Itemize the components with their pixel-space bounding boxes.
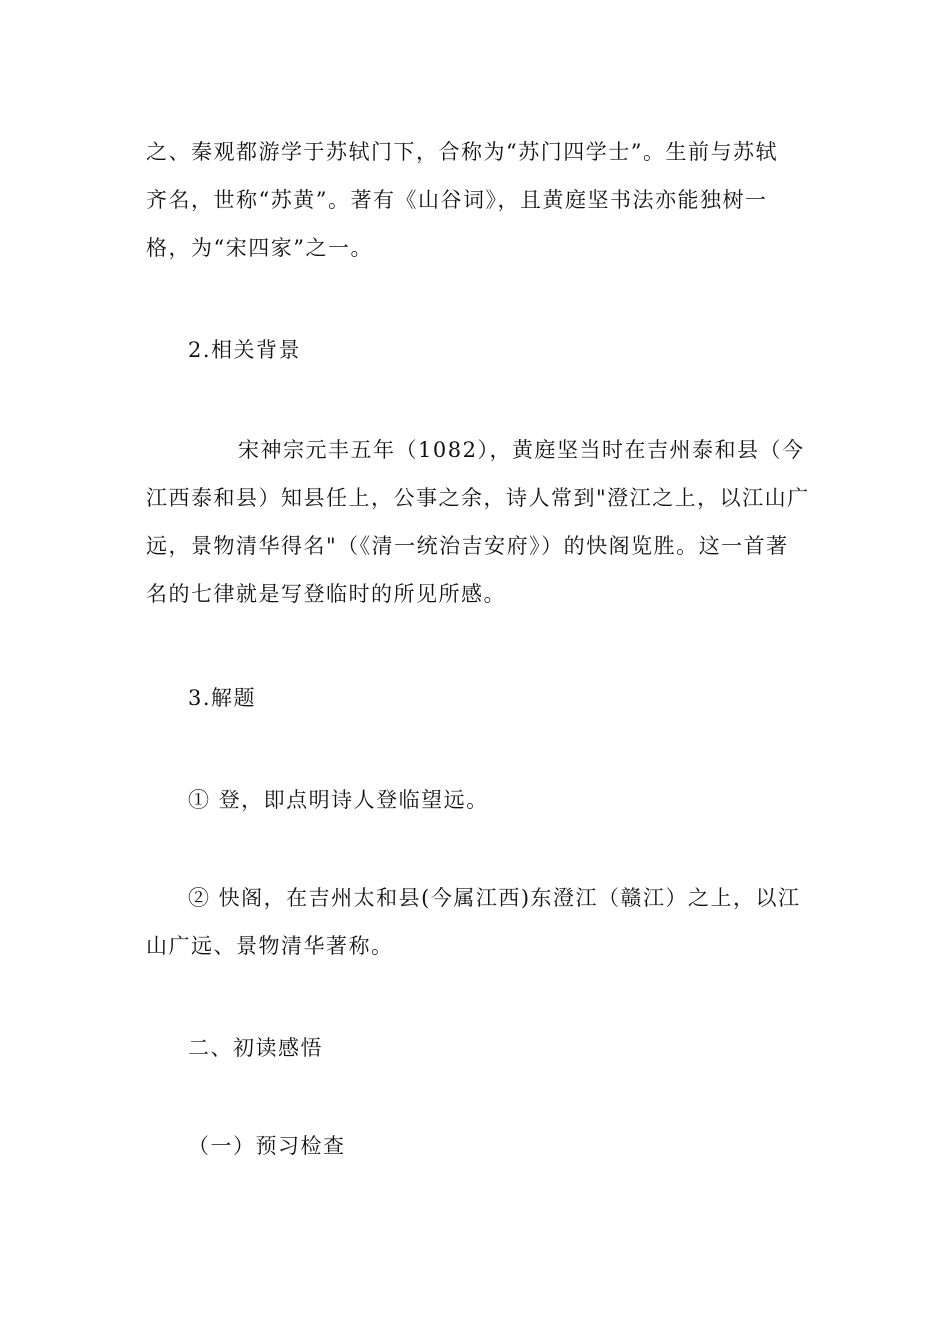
section-heading-first-reading: 二、初读感悟 bbox=[188, 1036, 323, 1060]
heading-title-explanation: 3.解题 bbox=[188, 686, 257, 710]
text-line: 山广远、景物清华著称。 bbox=[146, 934, 394, 958]
list-item-kuaige bbox=[146, 874, 806, 970]
text-line: 远，景物清华得名"（《清一统治吉安府》）的快阁览胜。这一首著 bbox=[146, 534, 789, 558]
paragraph-author-intro bbox=[146, 128, 806, 272]
heading-background: 2.相关背景 bbox=[188, 338, 302, 362]
text-line: 江西泰和县）知县任上，公事之余，诗人常到"澄江之上，以江山广 bbox=[146, 486, 810, 510]
text-line: 宋神宗元丰五年（1082），黄庭坚当时在吉州泰和县（今 bbox=[238, 438, 805, 462]
list-item-deng: ① 登，即点明诗人登临望远。 bbox=[188, 788, 489, 812]
text-line: 之、秦观都游学于苏轼门下，合称为“苏门四学士”。生前与苏轼 bbox=[146, 140, 778, 164]
text-line: 名的七律就是写登临时的所见所感。 bbox=[146, 582, 506, 606]
text-line: 格，为“宋四家”之一。 bbox=[146, 236, 373, 260]
text-line: ② 快阁，在吉州太和县(今属江西)东澄江（赣江）之上，以江 bbox=[188, 886, 801, 910]
paragraph-background bbox=[146, 426, 810, 618]
subsection-heading-preview-check: （一）预习检查 bbox=[188, 1134, 346, 1158]
text-line: 齐名，世称“苏黄”。著有《山谷词》，且黄庭坚书法亦能独树一 bbox=[146, 188, 768, 212]
